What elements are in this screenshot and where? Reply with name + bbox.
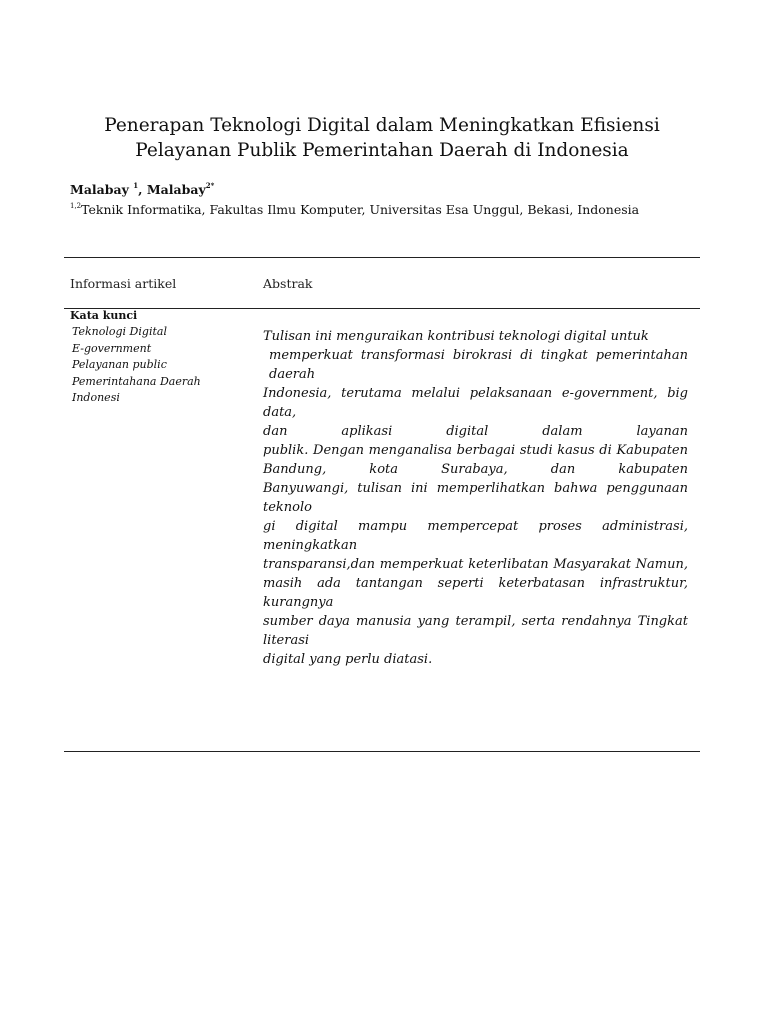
abstract-line: Banyuwangi, tulisan ini memperlihatkan bahwa penggunaan teknolo	[263, 481, 688, 515]
abstract-line: dan aplikasi digital dalam layanan	[263, 424, 688, 439]
keyword-item: E-government	[72, 341, 152, 355]
paper-title	[64, 113, 700, 163]
affiliation-mark: 1,2	[70, 202, 82, 210]
author-name-1: Malabay	[70, 182, 129, 197]
title-line-2: Pelayanan Publik Pemerintahan Daerah di Indonesia	[135, 140, 629, 161]
keyword-item: Pemerintahana Daerah	[72, 374, 201, 388]
keyword-item: Teknologi Digital	[72, 325, 167, 338]
keyword-list	[72, 324, 201, 407]
author-affiliation-mark-2: 2*	[205, 181, 215, 190]
abstract-line: digital yang perlu diatasi.	[263, 652, 433, 667]
abstract-line: publik. Dengan menganalisa berbagai studi kasus di Kabupaten	[263, 443, 688, 458]
abstract-line: Bandung, kota Surabaya, dan kabupaten	[263, 462, 688, 477]
abstract-line: Indonesia, terutama melalui pelaksanaan e-government, big data,	[263, 386, 688, 420]
article-info-heading: Informasi artikel	[70, 276, 177, 291]
bottom-divider	[64, 751, 700, 752]
abstract-line: gi digital mampu mempercepat proses administrasi, meningkatkan	[263, 519, 688, 553]
abstract-heading: Abstrak	[263, 276, 313, 291]
author-name-2: Malabay	[146, 182, 206, 197]
affiliation	[70, 202, 639, 217]
abstract-line: memperkuat transformasi birokrasi di tingkat pemerintahan daerah	[269, 348, 688, 382]
abstract-line: masih ada tantangan seperti keterbatasan infrastruktur, kurangnya	[263, 576, 688, 610]
author-separator: ,	[138, 182, 143, 197]
top-divider	[64, 257, 700, 258]
abstract-line: Tulisan ini menguraikan kontribusi teknologi digital untuk	[263, 329, 649, 344]
keyword-item: Indonesi	[72, 391, 120, 404]
title-line-1: Penerapan Teknologi Digital dalam Meningkatkan Efisiensi	[104, 115, 660, 136]
author-list	[70, 181, 214, 197]
abstract-line: sumber daya manusia yang terampil, serta rendahnya Tingkat literasi	[263, 614, 688, 648]
author-affiliation-mark-1: 1	[133, 181, 139, 190]
abstract-body	[263, 327, 688, 669]
header-divider	[64, 308, 700, 309]
abstract-line: transparansi,dan memperkuat keterlibatan Masyarakat Namun,	[263, 557, 688, 572]
affiliation-text: Teknik Informatika, Fakultas Ilmu Komputer, Universitas Esa Unggul, Bekasi, Indonesia	[81, 202, 640, 217]
keyword-item: Pelayanan public	[72, 358, 167, 371]
keywords-heading: Kata kunci	[70, 309, 138, 322]
